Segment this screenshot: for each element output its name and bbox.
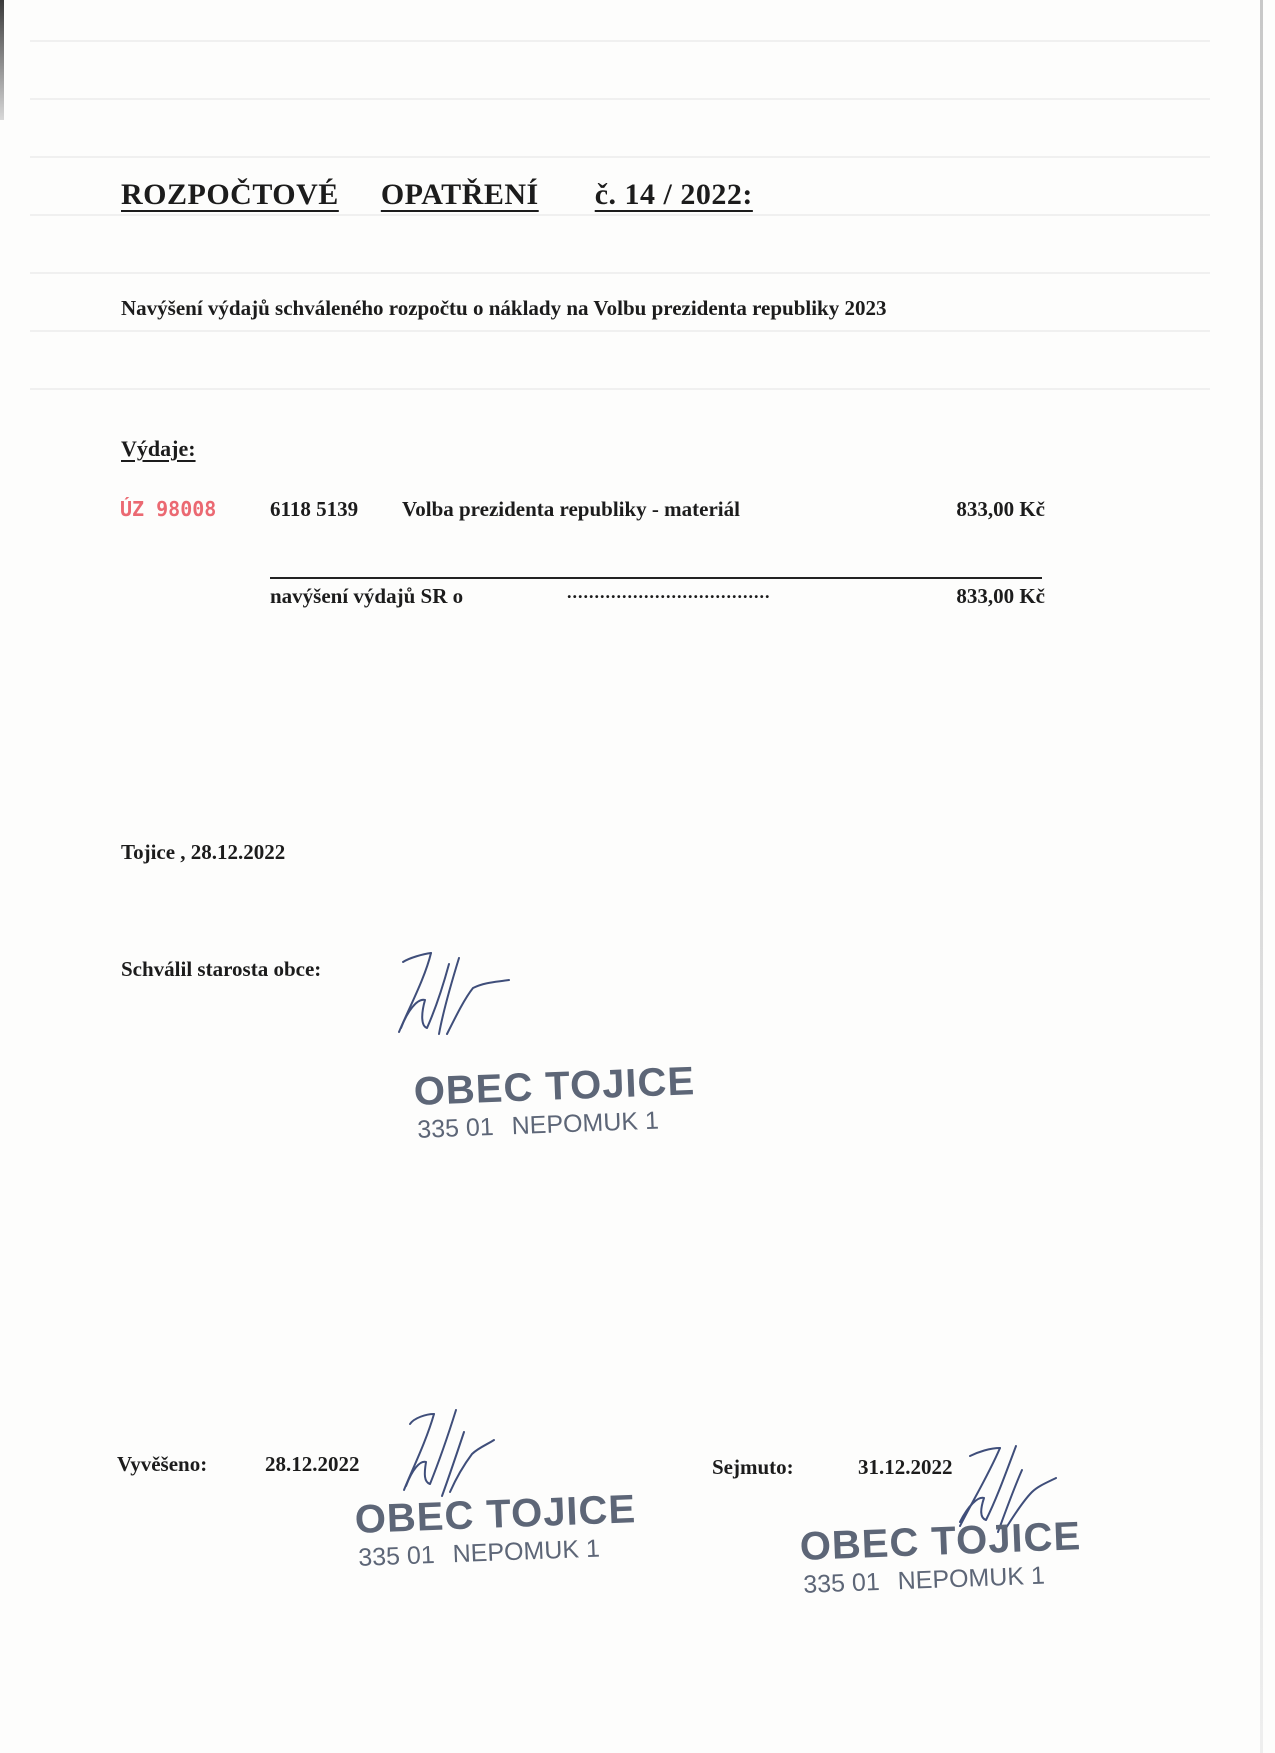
stamp-city: NEPOMUK 1 [897, 1561, 1046, 1596]
show-through-background [30, 40, 1210, 440]
document-subtitle: Navýšení výdajů schváleného rozpočtu o náklady na Volbu prezidenta republiky 2023 [121, 296, 887, 320]
approved-by-label: Schválil starosta obce: [121, 957, 322, 981]
sum-divider [270, 577, 1042, 579]
scan-edge-right [1260, 0, 1263, 1753]
stamp-name: OBEC TOJICE [799, 1514, 1082, 1569]
posted-stamp [354, 1487, 638, 1574]
heading-part-1: ROZPOČTOVÉ [121, 178, 339, 211]
budget-codes: 6118 5139 [270, 497, 359, 521]
total-amount: 833,00 Kč [956, 584, 1045, 608]
posted-label: Vyvěšeno: [117, 1452, 208, 1476]
expenses-label: Výdaje: [121, 436, 196, 461]
stamp-zip: 335 01 [416, 1112, 495, 1144]
document-heading [121, 178, 753, 212]
total-leader-dots: ..................................... [567, 582, 771, 602]
stamp-zip: 335 01 [357, 1540, 436, 1572]
posted-signature [398, 1402, 498, 1502]
place-date: Tojice , 28.12.2022 [121, 840, 286, 864]
stamp-name: OBEC TOJICE [413, 1059, 696, 1114]
posted-date: 28.12.2022 [265, 1452, 360, 1476]
removed-label: Sejmuto: [712, 1455, 794, 1479]
stamp-zip: 335 01 [802, 1567, 881, 1599]
heading-number: č. 14 / 2022: [594, 178, 753, 211]
municipal-stamp [413, 1059, 697, 1146]
stamp-name: OBEC TOJICE [354, 1487, 637, 1542]
removed-date: 31.12.2022 [858, 1455, 953, 1479]
total-label: navýšení výdajů SR o [270, 584, 464, 608]
mayor-signature [395, 948, 515, 1048]
scan-edge-left [0, 0, 4, 120]
expense-description: Volba prezidenta republiky - materiál [402, 497, 740, 521]
expense-amount: 833,00 Kč [956, 497, 1045, 521]
removed-stamp [799, 1514, 1083, 1601]
heading-part-2: OPATŘENÍ [380, 178, 539, 211]
uz-code: ÚZ 98008 [120, 497, 217, 521]
stamp-city: NEPOMUK 1 [511, 1106, 660, 1141]
stamp-city: NEPOMUK 1 [452, 1534, 601, 1569]
